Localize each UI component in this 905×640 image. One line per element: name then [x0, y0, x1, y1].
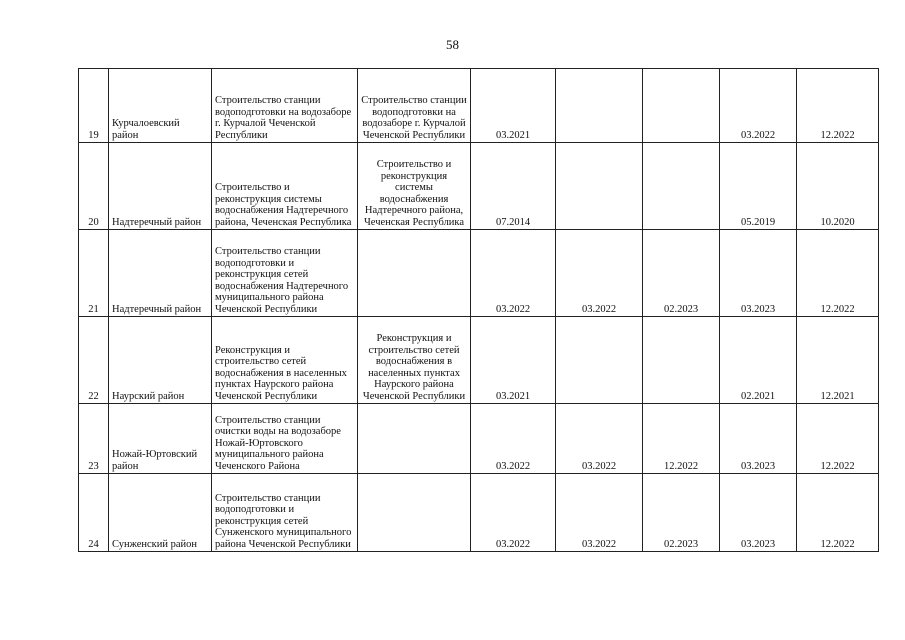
date-cell: 03.2022: [556, 404, 643, 474]
table-row: [79, 474, 879, 552]
date-cell: 03.2022: [471, 230, 556, 317]
table-body: [79, 69, 879, 552]
date-cell: 03.2022: [471, 404, 556, 474]
date-cell: 02.2023: [643, 474, 720, 552]
object-name: Строительство станции водоподготовки и реконструкция сетей Сунженского муниципального района Чеченской Республики: [212, 474, 358, 552]
object-name: Строительство станции водоподготовки на водозаборе г. Курчалой Чеченской Республики: [212, 69, 358, 143]
district-name: Курчалоевский район: [109, 69, 212, 143]
object-name: Строительство станции очистки воды на водозаборе Ножай-Юртовского муниципального района Чеченского Района: [212, 404, 358, 474]
date-cell: [643, 317, 720, 404]
object-name: Строительство станции водоподготовки и реконструкция сетей водоснабжения Надтеречного муниципального района Чеченской Республики: [212, 230, 358, 317]
district-name: Надтеречный район: [109, 230, 212, 317]
district-name: Надтеречный район: [109, 143, 212, 230]
page-number: 58: [446, 37, 459, 52]
date-cell: 12.2021: [797, 317, 879, 404]
row-number: 22: [79, 317, 109, 404]
row-number: 21: [79, 230, 109, 317]
date-cell: [556, 317, 643, 404]
date-cell: 03.2022: [471, 474, 556, 552]
date-cell: [643, 69, 720, 143]
row-number: 19: [79, 69, 109, 143]
date-cell: 02.2021: [720, 317, 797, 404]
table-row: [79, 404, 879, 474]
table-row: [79, 143, 879, 230]
object-name: Строительство и реконструкция системы водоснабжения Надтеречного района, Чеченская Республика: [212, 143, 358, 230]
date-cell: 03.2021: [471, 69, 556, 143]
date-cell: 03.2022: [556, 474, 643, 552]
table-row: [79, 69, 879, 143]
date-cell: [556, 143, 643, 230]
object-name: Реконструкция и строительство сетей водоснабжения в населенных пунктах Наурского района Чеченской Республики: [212, 317, 358, 404]
table-row: [79, 317, 879, 404]
district-name: Сунженский район: [109, 474, 212, 552]
date-cell: 12.2022: [797, 404, 879, 474]
date-cell: 10.2020: [797, 143, 879, 230]
subject-description: [358, 474, 471, 552]
subject-description: Строительство и реконструкция системы водоснабжения Надтеречного района, Чеченская Республика: [358, 143, 471, 230]
subject-description: Строительство станции водоподготовки на водозаборе г. Курчалой Чеченской Республики: [358, 69, 471, 143]
row-number: 23: [79, 404, 109, 474]
subject-description: [358, 230, 471, 317]
date-cell: 03.2021: [471, 317, 556, 404]
table-row: [79, 230, 879, 317]
district-name: Ножай-Юртовский район: [109, 404, 212, 474]
date-cell: 12.2022: [797, 474, 879, 552]
date-cell: 03.2023: [720, 230, 797, 317]
program-table: [78, 68, 879, 552]
date-cell: 02.2023: [643, 230, 720, 317]
subject-description: [358, 404, 471, 474]
date-cell: 12.2022: [643, 404, 720, 474]
date-cell: 03.2022: [720, 69, 797, 143]
subject-description: Реконструкция и строительство сетей водоснабжения в населенных пунктах Наурского района Чеченской Республики: [358, 317, 471, 404]
date-cell: 12.2022: [797, 230, 879, 317]
date-cell: 05.2019: [720, 143, 797, 230]
date-cell: [556, 69, 643, 143]
date-cell: 03.2022: [556, 230, 643, 317]
row-number: 24: [79, 474, 109, 552]
date-cell: 07.2014: [471, 143, 556, 230]
date-cell: 03.2023: [720, 474, 797, 552]
row-number: 20: [79, 143, 109, 230]
date-cell: [643, 143, 720, 230]
date-cell: 03.2023: [720, 404, 797, 474]
district-name: Наурский район: [109, 317, 212, 404]
date-cell: 12.2022: [797, 69, 879, 143]
